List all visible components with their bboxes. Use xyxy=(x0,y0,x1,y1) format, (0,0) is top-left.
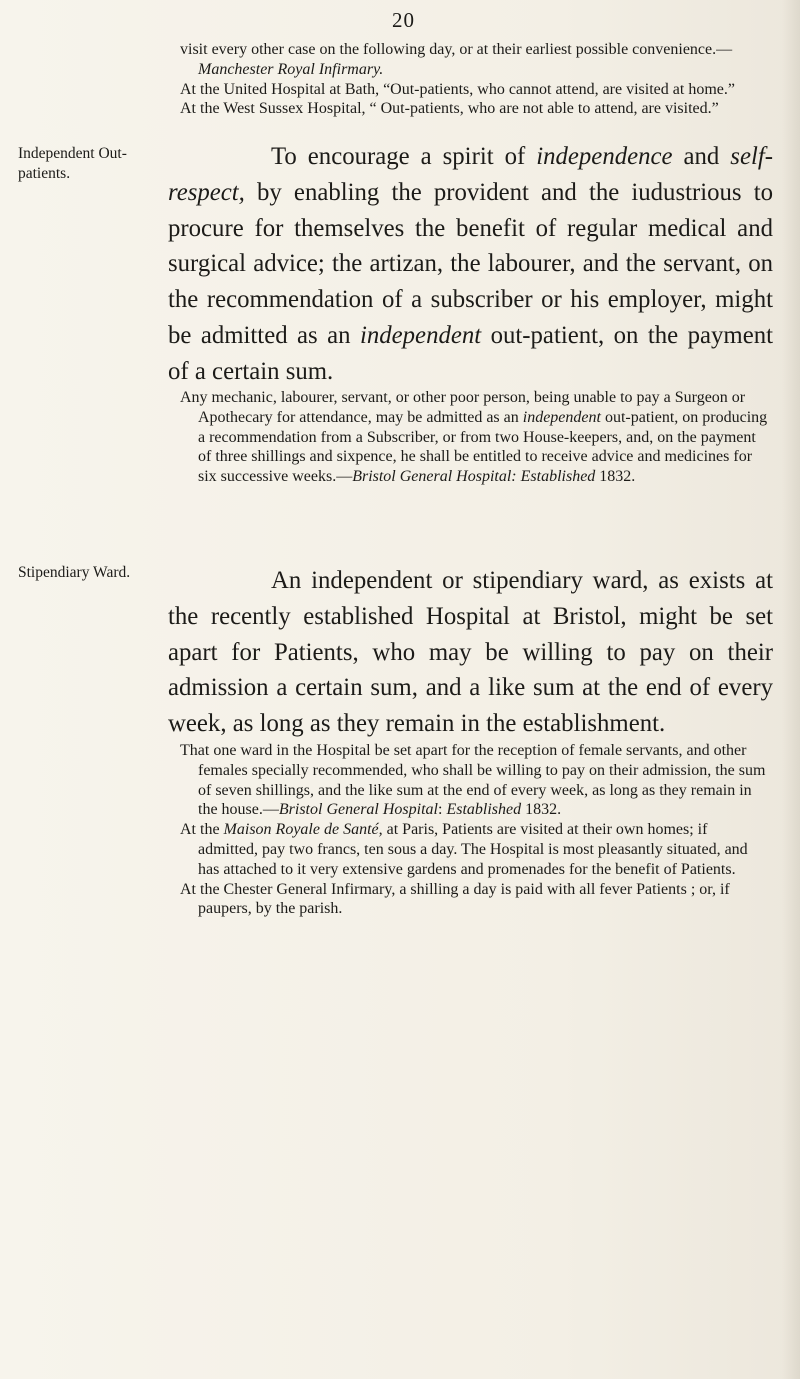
top-quotations xyxy=(180,40,770,119)
margin-note-stipendiary: Stipendiary Ward. xyxy=(18,564,131,581)
paragraph-independent: To encourage a spirit of independence and self-respect, by enabling the provident and the iudustrious to procure for themselves the benefit of regular medical and surgical advice; the artizan, the labourer, and the servant, on the recommendation of a subscriber or his employer, might be admitted as an independent out-patient, on the payment of a certain sum. xyxy=(168,143,773,385)
quote-bath: At the United Hospital at Bath, “Out-patients, who cannot attend, are visited at home.” xyxy=(180,80,735,98)
quote-bristol-ward: That one ward in the Hospital be set apart for the reception of female servants, and other females specially recommended, who shall be willing to pay on their admission, the sum of seven shillings, and the like sum at the end of every week, as long as they remain in the house.—Bristol General Hospital: Established 1832. xyxy=(180,742,766,819)
paragraph-stipendiary: An independent or stipendiary ward, as exists at the recently established Hospital at Bristol, might be set apart for Patients, who may be willing to pay on their admission a certain sum, and a like sum at the end of every week, as long as they remain in the establishment. xyxy=(168,567,773,738)
quote-bristol-outpatient: Any mechanic, labourer, servant, or other poor person, being unable to pay a Surgeon or Apothecary for attendance, may be admitted as an independent out-patient, on producing a recommendation from a Subscriber, or from two House-keepers, and, on the payment of three shillings and sixpence, he shall be entitled to receive advice and medicines for six successive weeks.—Bristol General Hospital: Established 1832. xyxy=(180,389,768,486)
quote-manchester: visit every other case on the following day, or at their earliest possible convenience.—Manchester Royal Infirmary. xyxy=(180,41,733,78)
quote-source: Manchester Royal Infirmary. xyxy=(198,60,384,78)
quote-west-sussex: At the West Sussex Hospital, “ Out-patients, who are not able to attend, are visited.” xyxy=(180,100,719,118)
quote-source: Bristol General Hospital: Established xyxy=(352,468,596,486)
margin-note-independent: Independent Out-patients. xyxy=(18,145,127,182)
page-edge-shadow xyxy=(782,0,800,1379)
quote-paris: At the Maison Royale de Santé, at Paris, Patients are visited at their own homes; if admitted, pay two francs, ten sous a day. The Hospital is most pleasantly situated, and has attached to it very extensive gardens and promenades for the benefit of Patients. xyxy=(180,821,748,878)
stipendiary-quotations xyxy=(180,741,770,919)
page-number: 20 xyxy=(392,8,415,32)
quote-chester: At the Chester General Infirmary, a shilling a day is paid with all fever Patients ; or, if paupers, by the parish. xyxy=(180,880,730,918)
